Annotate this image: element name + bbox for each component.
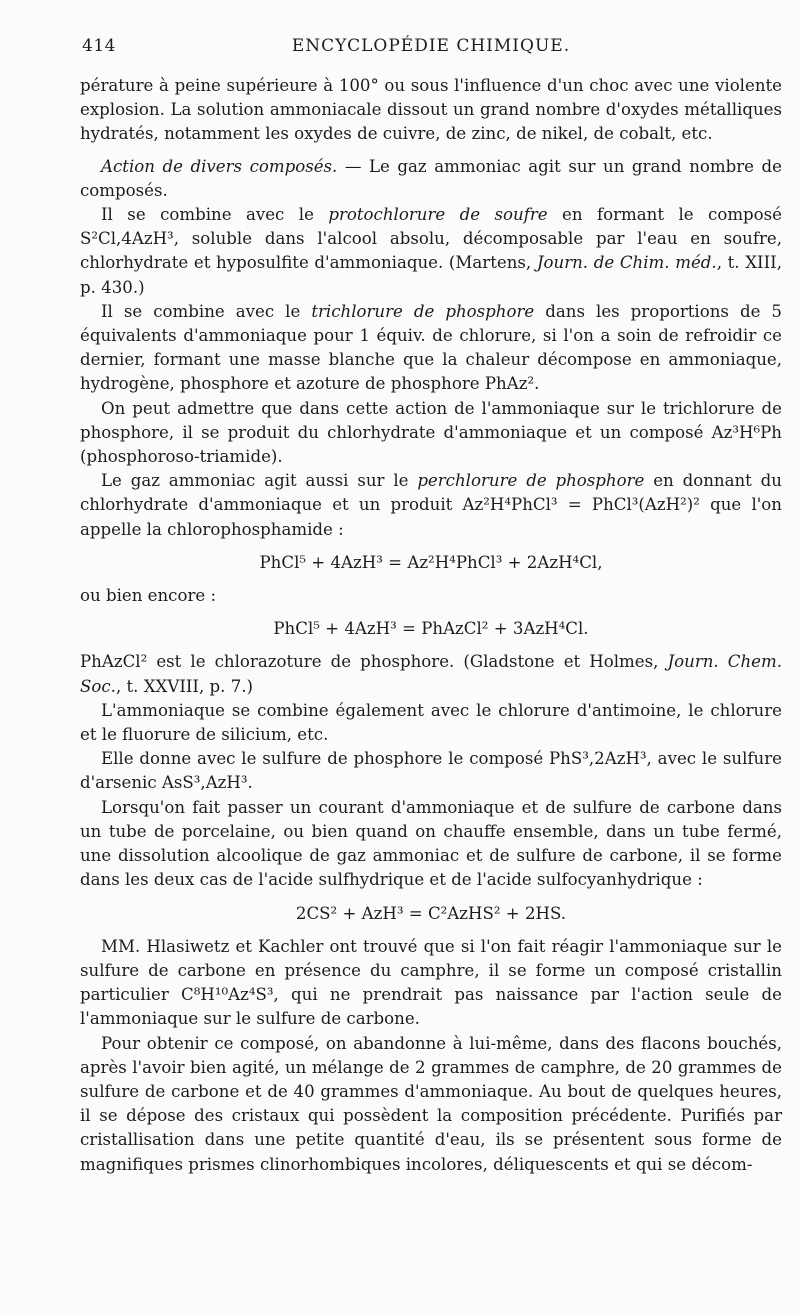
page-number: 414 — [82, 36, 116, 56]
journal-reference: Journ. de Chim. méd. — [536, 253, 717, 273]
paragraph-text: dans les proportions de 5 équivalents d'ammoniaque pour 1 équiv. de chlorure, si l'on a soin de refroidir ce dernier, formant une masse blanche que la chaleur décompose en ammoniaque, hydrogène, phosphore et azoture de phosphore PhAz². — [80, 301, 782, 394]
body-text — [80, 74, 782, 1177]
paragraph-continuation: pérature à peine supérieure à 100° ou sous l'influence d'un choc avec une violente explosion. La solution ammoniacale dissout un grand nombre d'oxydes métalliques hydratés, notamment les oxydes de cuivre, de zinc, de nikel, de cobalt, etc. — [80, 76, 782, 144]
page-header — [80, 36, 782, 60]
paragraph-antimoine: L'ammoniaque se combine également avec le chlorure d'antimoine, le chlorure et le fluorure de silicium, etc. — [80, 700, 782, 745]
compound-name: trichlorure de phosphore — [311, 301, 535, 321]
paragraph-text: en donnant du chlorhydrate d'ammoniaque et un produit Az²H⁴PhCl³ = PhCl³(AzH²)² que l'on appelle la chlorophosphamide : — [80, 471, 782, 539]
paragraph-text: — Le gaz ammoniac agit sur un grand nombre de composés. — [80, 156, 782, 200]
running-title: ENCYCLOPÉDIE CHIMIQUE. — [291, 36, 571, 56]
paragraph-perchlorure — [80, 469, 782, 542]
paragraph-hlasiwetz: MM. Hlasiwetz et Kachler ont trouvé que si l'on fait réagir l'ammoniaque sur le sulfure de carbone en présence du camphre, il se forme un composé cristallin particulier C⁸H¹⁰Az⁴S³, qui ne prendrait pas naissance par l'action seule de l'ammoniaque sur le sulfure de carbone. — [80, 936, 782, 1029]
paragraph-text: Il se combine avec le — [101, 205, 329, 225]
paragraph-text: Il se combine avec le — [101, 301, 312, 321]
paragraph-text: Le gaz ammoniac agit aussi sur le — [101, 471, 418, 491]
paragraph-text: en formant le composé S²Cl,4AzH³, soluble dans l'alcool absolu, décomposable par l'eau en soufre, chlorhydrate et hyposulfite d'ammoniaque. (Martens, — [80, 205, 782, 273]
paragraph-section-action — [80, 155, 782, 203]
paragraph-sulfure-carbone: Lorsqu'on fait passer un courant d'ammoniaque et de sulfure de carbone dans un tube de porcelaine, ou bien quand on chauffe ensemble, dans un tube fermé, une dissolution alcoolique de gaz ammoniac et de sulfure de carbone, il se forme dans les deux cas de l'acide sulfhydrique et de l'acide sulfocyanhydrique : — [80, 797, 782, 890]
journal-reference: Journ. Chem. Soc. — [80, 652, 783, 696]
equation-2: PhCl⁵ + 4AzH³ = PhAzCl² + 3AzH⁴Cl. — [273, 619, 589, 639]
paragraph-protochlorure — [80, 203, 782, 300]
paragraph-preparation: Pour obtenir ce composé, on abandonne à lui-même, dans des flacons bouchés, après l'avoir bien agité, un mélange de 2 grammes de camphre, de 20 grammes de sulfure de carbone et de 40 grammes d'ammoniaque. Au bout de quelques heures, il se dépose des cristaux qui possèdent la composition précédente. Purifiés par cristallisation dans une petite quantité d'eau, ils se présentent sous forme de magnifiques prismes clinorhombiques incolores, déliquescents et qui se décom- — [80, 1033, 782, 1174]
equation-3: 2CS² + AzH³ = C²AzHS² + 2HS. — [295, 903, 567, 923]
compound-name: protochlorure de soufre — [328, 205, 548, 225]
paragraph-text: , t. XIII, p. 430.) — [80, 253, 782, 297]
paragraph-sulfure-phosphore: Elle donne avec le sulfure de phosphore le composé PhS³,2AzH³, avec le sulfure d'arsenic AsS³,AzH³. — [80, 749, 782, 793]
equation-1: PhCl⁵ + 4AzH³ = Az²H⁴PhCl³ + 2AzH⁴Cl, — [259, 552, 603, 572]
paragraph-phosphoroso-triamide: On peut admettre que dans cette action de l'ammoniaque sur le trichlorure de phosphore, il se produit du chlorhydrate d'ammoniaque et un composé Az³H⁶Ph (phosphoroso-triamide). — [80, 398, 782, 467]
paragraph-text: , t. XXVIII, p. 7.) — [115, 676, 254, 696]
paragraph-chlorazoture — [80, 650, 782, 698]
paragraph-text: PhAzCl² est le chlorazoture de phosphore. (Gladstone et Holmes, — [80, 652, 668, 672]
compound-name: perchlorure de phosphore — [417, 471, 645, 491]
paragraph-trichlorure — [80, 300, 782, 397]
section-heading: Action de divers composés. — [101, 156, 338, 176]
paragraph-ou-bien: ou bien encore : — [80, 586, 217, 606]
